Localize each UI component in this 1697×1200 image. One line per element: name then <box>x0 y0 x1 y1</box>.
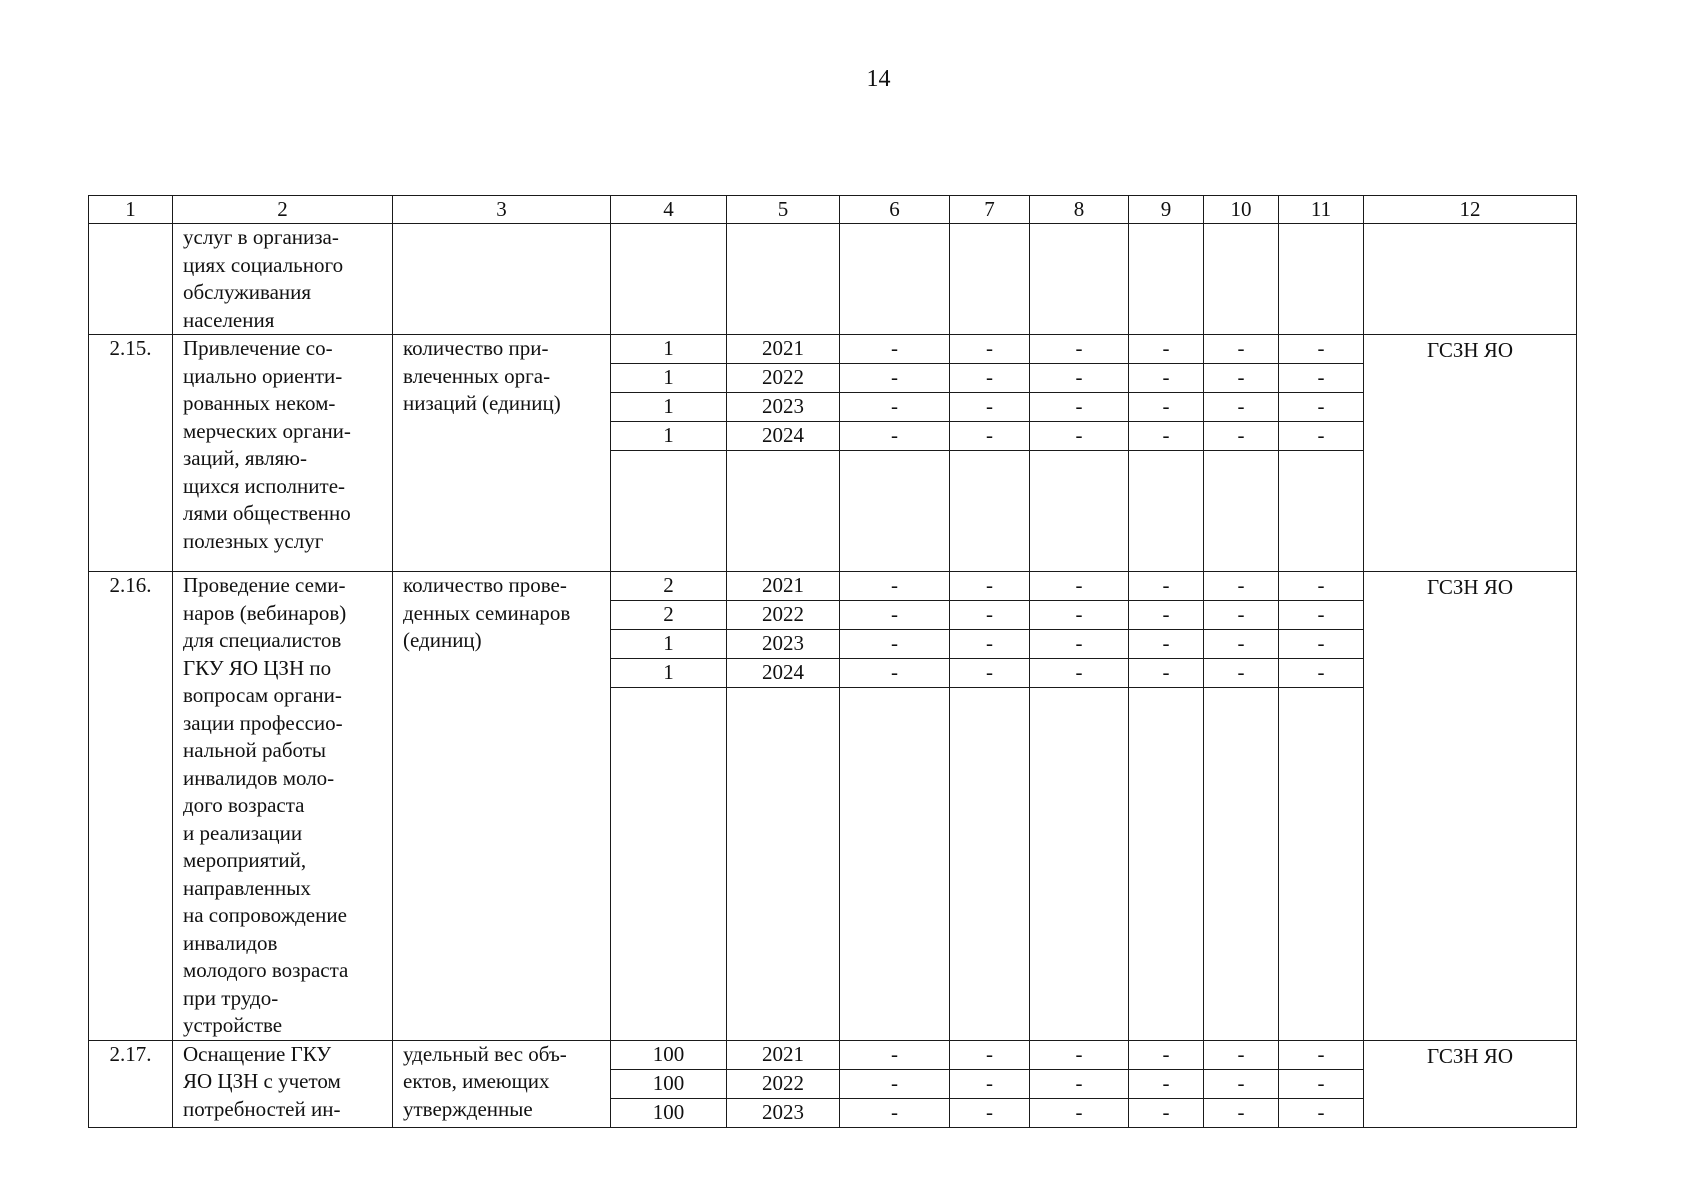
cell-col-4-value-spacer <box>611 688 727 1040</box>
header-col-1: 1 <box>89 196 173 224</box>
cell-col-5-year: 2024 <box>727 659 840 688</box>
continuation-empty-11 <box>1279 224 1364 335</box>
header-col-2: 2 <box>173 196 393 224</box>
cell-col-8: - <box>1030 572 1129 601</box>
cell-col-6: - <box>840 601 950 630</box>
continuation-row <box>89 224 1577 335</box>
cell-col-4-value: 100 <box>611 1069 727 1098</box>
measure-number: 2.15. <box>89 335 173 572</box>
header-col-9: 9 <box>1129 196 1204 224</box>
cell-col-11: - <box>1279 1069 1364 1098</box>
cell-col-9: - <box>1129 393 1204 422</box>
cell-col-11: - <box>1279 1040 1364 1069</box>
measure-number: 2.16. <box>89 572 173 1041</box>
header-col-5: 5 <box>727 196 840 224</box>
cell-col-8: - <box>1030 335 1129 364</box>
responsible-executor: ГСЗН ЯО <box>1364 1040 1577 1127</box>
cell-col-10: - <box>1204 1040 1279 1069</box>
cell-col-7-spacer <box>950 451 1030 572</box>
continuation-empty-10 <box>1204 224 1279 335</box>
cell-col-4-value: 1 <box>611 659 727 688</box>
cell-col-10: - <box>1204 659 1279 688</box>
cell-col-4-value: 1 <box>611 364 727 393</box>
header-col-8: 8 <box>1030 196 1129 224</box>
cell-col-5-year-spacer <box>727 451 840 572</box>
cell-col-4-value: 2 <box>611 601 727 630</box>
cell-col-6: - <box>840 659 950 688</box>
cell-col-8: - <box>1030 1040 1129 1069</box>
cell-col-9: - <box>1129 422 1204 451</box>
cell-col-8: - <box>1030 422 1129 451</box>
cell-col-8: - <box>1030 1069 1129 1098</box>
continuation-empty-8 <box>1030 224 1129 335</box>
cell-col-10: - <box>1204 1098 1279 1127</box>
cell-col-6: - <box>840 1098 950 1127</box>
cell-col-9-spacer <box>1129 451 1204 572</box>
cell-col-4-value: 1 <box>611 393 727 422</box>
measure-name: Проведение семи- наров (вебинаров) для специалистов ГКУ ЯО ЦЗН по вопросам органи- зации профессио- нальной работы инвалидов моло- дого возраста и реализации мероприятий, направленных на сопровождение инвалидов молодого возраста при трудо- устройстве <box>173 572 393 1041</box>
cell-col-8: - <box>1030 364 1129 393</box>
cell-col-7: - <box>950 364 1030 393</box>
cell-col-9: - <box>1129 364 1204 393</box>
cell-col-11-spacer <box>1279 451 1364 572</box>
table-body <box>89 224 1577 1128</box>
measures-table <box>88 195 1577 1128</box>
measure-number: 2.17. <box>89 1040 173 1127</box>
cell-col-11: - <box>1279 335 1364 364</box>
cell-col-11: - <box>1279 572 1364 601</box>
responsible-executor: ГСЗН ЯО <box>1364 335 1577 572</box>
cell-col-7: - <box>950 659 1030 688</box>
cell-col-7: - <box>950 335 1030 364</box>
cell-col-5-year: 2021 <box>727 572 840 601</box>
cell-col-10-spacer <box>1204 451 1279 572</box>
cell-col-4-value: 2 <box>611 572 727 601</box>
cell-col-7: - <box>950 1040 1030 1069</box>
continuation-empty-4 <box>611 224 727 335</box>
header-col-10: 10 <box>1204 196 1279 224</box>
cell-col-5-year: 2022 <box>727 364 840 393</box>
cell-col-10: - <box>1204 1069 1279 1098</box>
cell-col-4-value: 1 <box>611 422 727 451</box>
page-number: 14 <box>866 66 891 92</box>
header-col-4: 4 <box>611 196 727 224</box>
cell-col-7: - <box>950 393 1030 422</box>
responsible-executor: ГСЗН ЯО <box>1364 572 1577 1041</box>
table-row <box>89 572 1577 601</box>
cell-col-10: - <box>1204 572 1279 601</box>
cell-col-10: - <box>1204 630 1279 659</box>
cell-col-10-spacer <box>1204 688 1279 1040</box>
cell-col-9-spacer <box>1129 688 1204 1040</box>
cell-col-5-year: 2022 <box>727 1069 840 1098</box>
cell-col-11: - <box>1279 659 1364 688</box>
cell-col-9: - <box>1129 630 1204 659</box>
table-row <box>89 335 1577 364</box>
cell-col-9: - <box>1129 601 1204 630</box>
continuation-num <box>89 224 173 335</box>
cell-col-6: - <box>840 393 950 422</box>
measure-indicator: количество прове- денных семинаров (единиц) <box>393 572 611 1041</box>
cell-col-9: - <box>1129 572 1204 601</box>
cell-col-4-value: 1 <box>611 335 727 364</box>
cell-col-8-spacer <box>1030 451 1129 572</box>
cell-col-9: - <box>1129 1069 1204 1098</box>
cell-col-11: - <box>1279 1098 1364 1127</box>
cell-col-10: - <box>1204 422 1279 451</box>
cell-col-9: - <box>1129 1040 1204 1069</box>
cell-col-7: - <box>950 601 1030 630</box>
cell-col-5-year: 2024 <box>727 422 840 451</box>
header-col-6: 6 <box>840 196 950 224</box>
cell-col-10: - <box>1204 335 1279 364</box>
cell-col-4-value: 1 <box>611 630 727 659</box>
cell-col-6: - <box>840 364 950 393</box>
measure-indicator: удельный вес объ- ектов, имеющих утвержденные <box>393 1040 611 1127</box>
header-col-3: 3 <box>393 196 611 224</box>
cell-col-4-value-spacer <box>611 451 727 572</box>
cell-col-4-value: 100 <box>611 1040 727 1069</box>
header-col-7: 7 <box>950 196 1030 224</box>
cell-col-9: - <box>1129 335 1204 364</box>
continuation-empty-6 <box>840 224 950 335</box>
cell-col-6: - <box>840 335 950 364</box>
measure-name: Привлечение со- циально ориенти- рованных неком- мерческих органи- заций, являю- щихся исполните- лями общественно полезных услуг <box>173 335 393 572</box>
cell-col-6: - <box>840 1040 950 1069</box>
cell-col-7-spacer <box>950 688 1030 1040</box>
cell-col-6: - <box>840 572 950 601</box>
cell-col-10: - <box>1204 601 1279 630</box>
cell-col-10: - <box>1204 393 1279 422</box>
cell-col-10: - <box>1204 364 1279 393</box>
header-row <box>89 196 1577 224</box>
cell-col-4-value: 100 <box>611 1098 727 1127</box>
cell-col-5-year: 2023 <box>727 1098 840 1127</box>
cell-col-8-spacer <box>1030 688 1129 1040</box>
cell-col-5-year: 2023 <box>727 630 840 659</box>
cell-col-11: - <box>1279 364 1364 393</box>
cell-col-5-year: 2021 <box>727 1040 840 1069</box>
cell-col-7: - <box>950 422 1030 451</box>
continuation-name: услуг в организа- циях социального обслуживания населения <box>173 224 393 335</box>
measure-indicator: количество при- влеченных орга- низаций (единиц) <box>393 335 611 572</box>
cell-col-6: - <box>840 1069 950 1098</box>
cell-col-5-year: 2021 <box>727 335 840 364</box>
cell-col-8: - <box>1030 601 1129 630</box>
cell-col-6-spacer <box>840 688 950 1040</box>
continuation-empty-9 <box>1129 224 1204 335</box>
continuation-empty-12 <box>1364 224 1577 335</box>
continuation-empty-7 <box>950 224 1030 335</box>
table-row <box>89 1040 1577 1069</box>
cell-col-7: - <box>950 572 1030 601</box>
header-col-11: 11 <box>1279 196 1364 224</box>
cell-col-6-spacer <box>840 451 950 572</box>
continuation-empty-5 <box>727 224 840 335</box>
cell-col-11: - <box>1279 601 1364 630</box>
cell-col-8: - <box>1030 1098 1129 1127</box>
cell-col-8: - <box>1030 659 1129 688</box>
header-col-12: 12 <box>1364 196 1577 224</box>
cell-col-7: - <box>950 1069 1030 1098</box>
cell-col-5-year: 2022 <box>727 601 840 630</box>
continuation-indicator <box>393 224 611 335</box>
cell-col-6: - <box>840 422 950 451</box>
cell-col-5-year: 2023 <box>727 393 840 422</box>
cell-col-11-spacer <box>1279 688 1364 1040</box>
cell-col-5-year-spacer <box>727 688 840 1040</box>
cell-col-11: - <box>1279 422 1364 451</box>
cell-col-11: - <box>1279 393 1364 422</box>
cell-col-7: - <box>950 1098 1030 1127</box>
table-header <box>89 196 1577 224</box>
cell-col-8: - <box>1030 630 1129 659</box>
cell-col-9: - <box>1129 1098 1204 1127</box>
cell-col-6: - <box>840 630 950 659</box>
cell-col-9: - <box>1129 659 1204 688</box>
measure-name: Оснащение ГКУ ЯО ЦЗН с учетом потребностей ин- <box>173 1040 393 1127</box>
cell-col-11: - <box>1279 630 1364 659</box>
cell-col-7: - <box>950 630 1030 659</box>
cell-col-8: - <box>1030 393 1129 422</box>
